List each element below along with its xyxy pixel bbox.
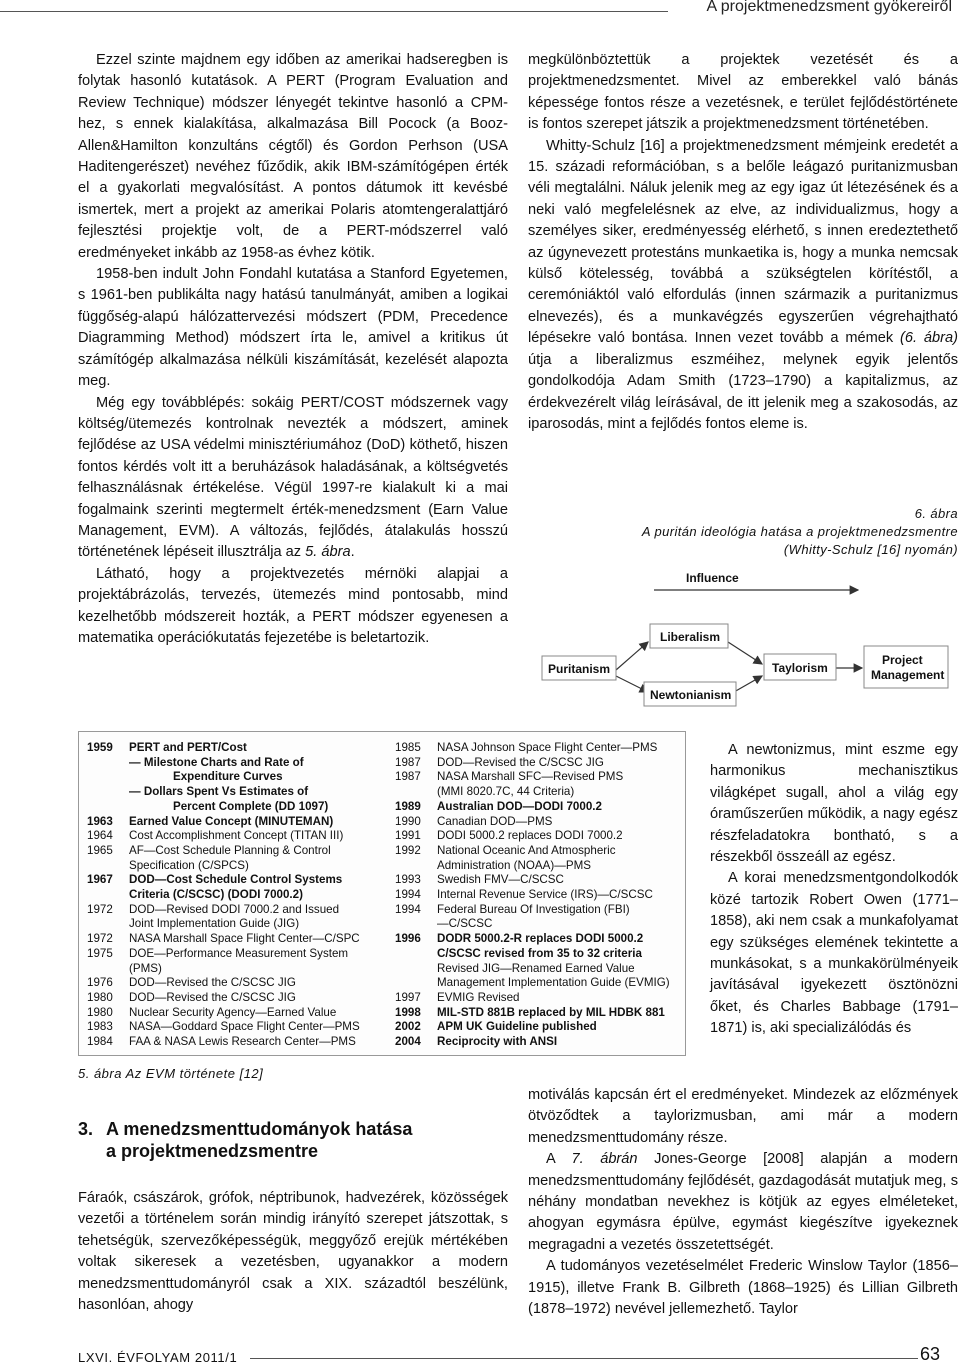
- timeline-year: [395, 976, 437, 991]
- timeline-text: Percent Complete (DD 1097): [173, 799, 329, 813]
- timeline-text: (MMI 8020.7C, 44 Criteria): [437, 785, 575, 799]
- timeline-entry: [87, 770, 397, 785]
- timeline-entry: [87, 991, 397, 1006]
- paragraph: A newtonizmus, mint eszme egy harmonikus mechanisztikus világképet sugall, ahol a világ egy óraműszerűen működik, a nagy egész részfeladatokra bontható, s a részekből összeáll az egész.: [710, 742, 958, 866]
- timeline-year: 1976: [87, 976, 113, 990]
- timeline-text: EVMIG Revised: [437, 990, 520, 1004]
- timeline-text: Reciprocity with ANSI: [437, 1035, 558, 1049]
- timeline-text: Swedish FMV—C/SCSC: [437, 873, 564, 887]
- timeline-text: Federal Bureau Of Investigation (FBI): [437, 902, 630, 916]
- timeline-text: DOE—Performance Measurement System: [129, 946, 349, 960]
- timeline-entry: [395, 917, 685, 932]
- section-title-line-1: A menedzsmenttudományok hatása: [106, 1119, 413, 1139]
- paragraph: Még egy továbblépés: sokáig PERT/COST módszernek vagy költség/ütemezés kontrolnak nevezték a módszert, aminek fejlődése az USA védelmi minisztériumához (DoD) köthető, hiszen fontos kérdés volt itt a beruházások haladásának, a költségvetés felhasználásnak értékelése. Végül 1997-re kialakult ki a mai fogalmaink szerinti megtermelt érték-menedzsment (Earn Value Management, EVM). A változás, fejlődés, átalakulás hosszú történetének lépéseit illusztrálja az 5. ábra.: [78, 394, 508, 561]
- timeline-text: Cost Accomplishment Concept (TITAN III): [129, 829, 344, 843]
- running-header: A projektmenedzsment gyökereiről: [706, 0, 952, 15]
- paragraph: A tudományos vezetéselmélet Frederic Winslow Taylor (1856–1915), illetve Frank B. Gilbreth (1868–1925) és Lillian Gilbreth (1878–1972) nevével jellemezhető. Taylor: [528, 1258, 958, 1318]
- timeline-text: Canadian DOD—PMS: [437, 814, 553, 828]
- timeline-year: 1965: [87, 843, 113, 857]
- timeline-text: DOD—Revised the C/SCSC JIG: [129, 990, 296, 1004]
- timeline-text: —C/SCSC: [437, 917, 493, 931]
- right-column-middle: [710, 740, 958, 1040]
- timeline-entry: [87, 815, 397, 830]
- timeline-entry: [87, 947, 397, 962]
- timeline-text: Specification (C/SPCS): [129, 858, 249, 872]
- figure-6-caption: [528, 505, 958, 559]
- timeline-text: NASA Marshall SFC—Revised PMS: [437, 770, 624, 784]
- timeline-text: Expenditure Curves: [173, 770, 283, 784]
- timeline-text: NASA Marshall Space Flight Center—C/SPC: [129, 932, 360, 946]
- right-column-bottom: [528, 1085, 958, 1320]
- paragraph: motiválás kapcsán ért el eredményeket. Mindezek az előzmények ötvöződtek a taylorizmusban, ami már a modern menedzsmenttudomány része.: [528, 1087, 958, 1146]
- left-column-bottom: [78, 1188, 508, 1316]
- timeline-year: 1985: [395, 741, 421, 754]
- timeline-entry: [395, 991, 685, 1006]
- timeline-year: [395, 785, 437, 800]
- node-taylorism-label: Taylorism: [772, 661, 828, 675]
- paragraph: A korai menedzsmentgondolkodók közé tartozik Robert Owen (1771–1858), aki nem csak a munkafolyamat egy szükséges elemének tekintette a munkásokat, s a munkakörülményeik javításával igyekezett ösztönözni őket, és Charles Babbage (1791–1871) is, aki specializálódás és: [710, 870, 958, 1037]
- timeline-year: 1998: [395, 1005, 421, 1019]
- timeline-text: C/SCSC revised from 35 to 32 criteria: [437, 946, 642, 960]
- timeline-year: 1963: [87, 814, 113, 828]
- timeline-year: 1992: [395, 843, 421, 857]
- timeline-entry: [87, 932, 397, 947]
- timeline-text: Management Implementation Guide (EVMIG): [437, 976, 670, 990]
- timeline-text: DOD—Revised the C/SCSC JIG: [437, 755, 604, 769]
- left-column: [78, 50, 508, 649]
- timeline-year: 1972: [87, 932, 113, 946]
- timeline-text: NASA—Goddard Space Flight Center—PMS: [129, 1020, 360, 1034]
- timeline-year: [87, 917, 129, 932]
- timeline-entry: [395, 756, 685, 771]
- timeline-year: 1980: [87, 990, 113, 1004]
- timeline-text: — Milestone Charts and Rate of: [129, 755, 304, 769]
- timeline-year: 1967: [87, 873, 113, 887]
- figure-6-source: (Whitty-Schulz [16] nyomán): [783, 542, 958, 557]
- timeline-entry: [395, 741, 685, 756]
- figure-reference: (6. ábra): [900, 330, 958, 347]
- timeline-text: Administration (NOAA)—PMS: [437, 858, 591, 872]
- node-project-management-label-1: Project: [882, 653, 923, 667]
- timeline-text: DOD—Cost Schedule Control Systems: [129, 873, 343, 887]
- timeline-text: National Oceanic And Atmospheric: [437, 843, 616, 857]
- timeline-entry: [87, 962, 397, 977]
- header-rule: [0, 11, 668, 12]
- timeline-entry: [87, 976, 397, 991]
- timeline-year: 1989: [395, 799, 421, 813]
- timeline-entry: [87, 829, 397, 844]
- timeline-year: 1987: [395, 770, 421, 784]
- timeline-left-column: [87, 741, 397, 1050]
- timeline-year: [395, 947, 437, 962]
- timeline-entry: [395, 903, 685, 918]
- timeline-text: Internal Revenue Service (IRS)—C/SCSC: [437, 888, 653, 902]
- timeline-entry: [395, 785, 685, 800]
- node-puritanism-label: Puritanism: [548, 662, 611, 676]
- timeline-year: [87, 800, 129, 815]
- timeline-text: DODI 5000.2 replaces DODI 7000.2: [437, 829, 623, 843]
- timeline-text: Revised JIG—Renamed Earned Value: [437, 961, 635, 975]
- figure-reference: 7. ábrán: [571, 1151, 638, 1168]
- footer-rule: [250, 1358, 918, 1359]
- timeline-year: [87, 859, 129, 874]
- paragraph: 1958-ben indult John Fondahl kutatása a Stanford Egyetemen, s 1961-ben publikálta nagy hatású tanulmányát, amiben a logikai függőség-alapú hálózattervezési módszert (PDM, Precedence Diagramming Method) módszert írta le, amivel a kritikus út számítógép alkalmazása nélküli kiszámítását, kezelését alapozta meg.: [78, 266, 508, 390]
- paragraph: Ezzel szinte majdnem egy időben az amerikai hadseregben is folytak hasonló kutatások. A PERT (Program Evaluation and Review Technique) módszer lényegét tekintve hasonló a CPM-hez, s ennek kialakítása, alkalmazása Bill Pocock (a Booz-Allen&Hamilton konzultáns cégtől) és Gordon Perhson (USA Haditengerészet) nevéhez fűződik, akik IBM-számítógépen érték el a gyakorlati megvalósítást. A pontos dátumok itt kevésbé ismertek, mert a projekt az amerikai Polaris atomtengeralattjáró fejlesztési projektje volt, de a PERT-módszerrel való eredményeket inkább az 1958-as évhez kötik.: [78, 52, 508, 261]
- timeline-year: 1964: [87, 829, 113, 843]
- node-project-management-label-2: Management: [871, 668, 945, 682]
- timeline-entry: [87, 800, 397, 815]
- timeline-text: PERT and PERT/Cost: [129, 741, 247, 754]
- figure-6-number: 6. ábra: [914, 506, 958, 521]
- timeline-entry: [395, 844, 685, 859]
- figure-reference: 5. ábra: [305, 544, 351, 561]
- timeline-entry: [87, 844, 397, 859]
- arrow-liberalism-taylorism: [728, 642, 762, 664]
- timeline-entry: [87, 917, 397, 932]
- timeline-text: Earned Value Concept (MINUTEMAN): [129, 814, 334, 828]
- timeline-year: 1990: [395, 814, 421, 828]
- timeline-year: [87, 962, 129, 977]
- timeline-text: MIL-STD 881B replaced by MIL HDBK 881: [437, 1005, 665, 1019]
- timeline-year: [395, 859, 437, 874]
- timeline-entry: [87, 888, 397, 903]
- timeline-entry: [395, 770, 685, 785]
- timeline-entry: [395, 932, 685, 947]
- timeline-entry: [395, 1020, 685, 1035]
- timeline-year: 1994: [395, 888, 421, 902]
- timeline-entry: [395, 947, 685, 962]
- timeline-entry: [395, 976, 685, 991]
- arrow-puritanism-newtonianism: [616, 676, 648, 692]
- timeline-text: Australian DOD—DODI 7000.2: [437, 799, 602, 813]
- figure-5-evm-history: [78, 731, 686, 1056]
- timeline-text: Nuclear Security Agency—Earned Value: [129, 1005, 337, 1019]
- timeline-entry: [87, 785, 397, 800]
- figure-6-title: A puritán ideológia hatása a projektmenedzsmentre: [641, 524, 958, 539]
- timeline-entry: [395, 829, 685, 844]
- paragraph: A 7. ábrán Jones-George [2008] alapján a modern menedzsmenttudomány fejlődését, gazdagodását mutatjuk meg, s néhány mondatban nevekhez is kötjük az egyes elméleteket, ahogyan egymásra épülve, egymást kiegészítve igyekeznek megragadni a vezetés összetettségét.: [528, 1151, 958, 1253]
- paragraph: Fáraók, császárok, grófok, néptribunok, hadvezérek, közösségek vezetői a történelem során mindig irányító szerepet játszottak, s tehetségük, szervezőképességük, meggyőző erejük mértékében voltak sikeresek a vezetésben, ugyanakkor a modern menedzsmenttudományról csak a XIX. századtól beszélünk, hasonlóan, ahogy: [78, 1190, 508, 1314]
- timeline-year: 2002: [395, 1020, 421, 1034]
- timeline-year: [87, 888, 129, 903]
- timeline-text: DOD—Revised DODI 7000.2 and Issued: [129, 902, 340, 916]
- timeline-entry: [87, 859, 397, 874]
- timeline-text: DOD—Revised the C/SCSC JIG: [129, 976, 296, 990]
- timeline-entry: [395, 859, 685, 874]
- timeline-year: 1994: [395, 902, 421, 916]
- timeline-text: APM UK Guideline published: [437, 1020, 597, 1034]
- timeline-year: 1972: [87, 902, 113, 916]
- timeline-entry: [395, 1035, 685, 1050]
- timeline-text: Criteria (C/SCSC) (DODI 7000.2): [129, 888, 303, 902]
- node-newtonianism-label: Newtonianism: [650, 688, 732, 702]
- timeline-year: [87, 756, 129, 771]
- timeline-entry: [395, 962, 685, 977]
- timeline-entry: [395, 873, 685, 888]
- section-heading: [78, 1118, 518, 1162]
- timeline-year: 1959: [87, 741, 113, 754]
- timeline-entry: [395, 888, 685, 903]
- timeline-year: 2004: [395, 1035, 421, 1049]
- timeline-text: NASA Johnson Space Flight Center—PMS: [437, 741, 658, 754]
- figure-6-diagram: [528, 560, 958, 720]
- right-column: [528, 50, 958, 435]
- timeline-entry: [87, 1020, 397, 1035]
- timeline-year: 1993: [395, 873, 421, 887]
- timeline-text: Joint Implementation Guide (JIG): [129, 917, 300, 931]
- timeline-year: 1980: [87, 1005, 113, 1019]
- timeline-entry: [87, 903, 397, 918]
- arrow-puritanism-liberalism: [616, 642, 648, 670]
- timeline-year: [395, 917, 437, 932]
- timeline-year: [87, 770, 129, 785]
- section-title-line-2: a projektmenedzsmentre: [106, 1141, 319, 1161]
- timeline-year: [87, 785, 129, 800]
- timeline-text: AF—Cost Schedule Planning & Control: [129, 843, 331, 857]
- node-influence-label: Influence: [686, 571, 739, 585]
- timeline-entry: [87, 873, 397, 888]
- timeline-right-column: [395, 741, 685, 1050]
- timeline-text: (PMS): [129, 961, 162, 975]
- timeline-year: [395, 962, 437, 977]
- paragraph: Látható, hogy a projektvezetés mérnöki alapjai a projektábrázolás, tervezés, ütemezés mind pontosabb, mind kezelhetőbb módszereit hozták, a PERT módszer egyenesen a matematika operációkutatás fejezetébe is beletartozik.: [78, 565, 508, 646]
- timeline-year: 1984: [87, 1035, 113, 1049]
- timeline-year: 1987: [395, 755, 421, 769]
- timeline-entry: [395, 1006, 685, 1021]
- page-number: 63: [919, 1344, 940, 1364]
- timeline-entry: [87, 756, 397, 771]
- footer-volume: LXVI. ÉVFOLYAM 2011/1: [78, 1350, 238, 1365]
- figure-5-caption: 5. ábra Az EVM története [12]: [78, 1066, 264, 1081]
- timeline-year: 1975: [87, 946, 113, 960]
- timeline-year: 1996: [395, 932, 421, 946]
- timeline-entry: [395, 800, 685, 815]
- timeline-entry: [87, 741, 397, 756]
- timeline-entry: [87, 1035, 397, 1050]
- timeline-entry: [87, 1006, 397, 1021]
- timeline-text: FAA & NASA Lewis Research Center—PMS: [129, 1035, 356, 1049]
- node-liberalism-label: Liberalism: [660, 630, 721, 644]
- timeline-year: 1997: [395, 990, 421, 1004]
- timeline-text: — Dollars Spent Vs Estimates of: [129, 785, 309, 799]
- paragraph: megkülönböztettük a projektek vezetését és a projektmenedzsmentet. Mivel az emberekkel való bánás képessége fontos része a vezetésnek, e terület fejlődéstörténete is fontos szerepet játszik a projektmenedzsment történetében.: [528, 52, 958, 133]
- paragraph: Whitty-Schulz [16] a projektmenedzsment mémjeink eredetét a 15. századi reformációban, s a belőle leágazó puritanizmusban véli megtalálni. Náluk jelenik meg az egy igaz út létezésének és a neki való megfelelésnek az elve, az individualizmus, hogy a személyes siker, eredményesség elérhető, s innen eredeztethető az úgynevezett protestáns munkaetika is, hogy a munka nemcsak külső kötelesség, továbbá a szükségtelen körítéstől, a ceremóniáktól való elfordulás (innen származik a puritanizmus elnevezés), és a munkavégzés egyszerűen végrehajtható lépésekre való bontása. Innen vezet tovább a mémek (6. ábra) útja a liberalizmus eszméihez, melynek egyik jelentős gondolkodója Adam Smith (1723–1790) a kapitalizmus, az érdekvezérelt világ leírásával, de itt jelenik meg a szakosodás, az iparosodás, mint a fejlődés fontos eleme is.: [528, 137, 958, 432]
- arrow-newtonianism-taylorism: [734, 676, 762, 692]
- timeline-text: DODR 5000.2-R replaces DODI 5000.2: [437, 932, 644, 946]
- timeline-year: 1983: [87, 1020, 113, 1034]
- timeline-year: 1991: [395, 829, 421, 843]
- section-number: 3.: [78, 1119, 94, 1139]
- timeline-entry: [395, 815, 685, 830]
